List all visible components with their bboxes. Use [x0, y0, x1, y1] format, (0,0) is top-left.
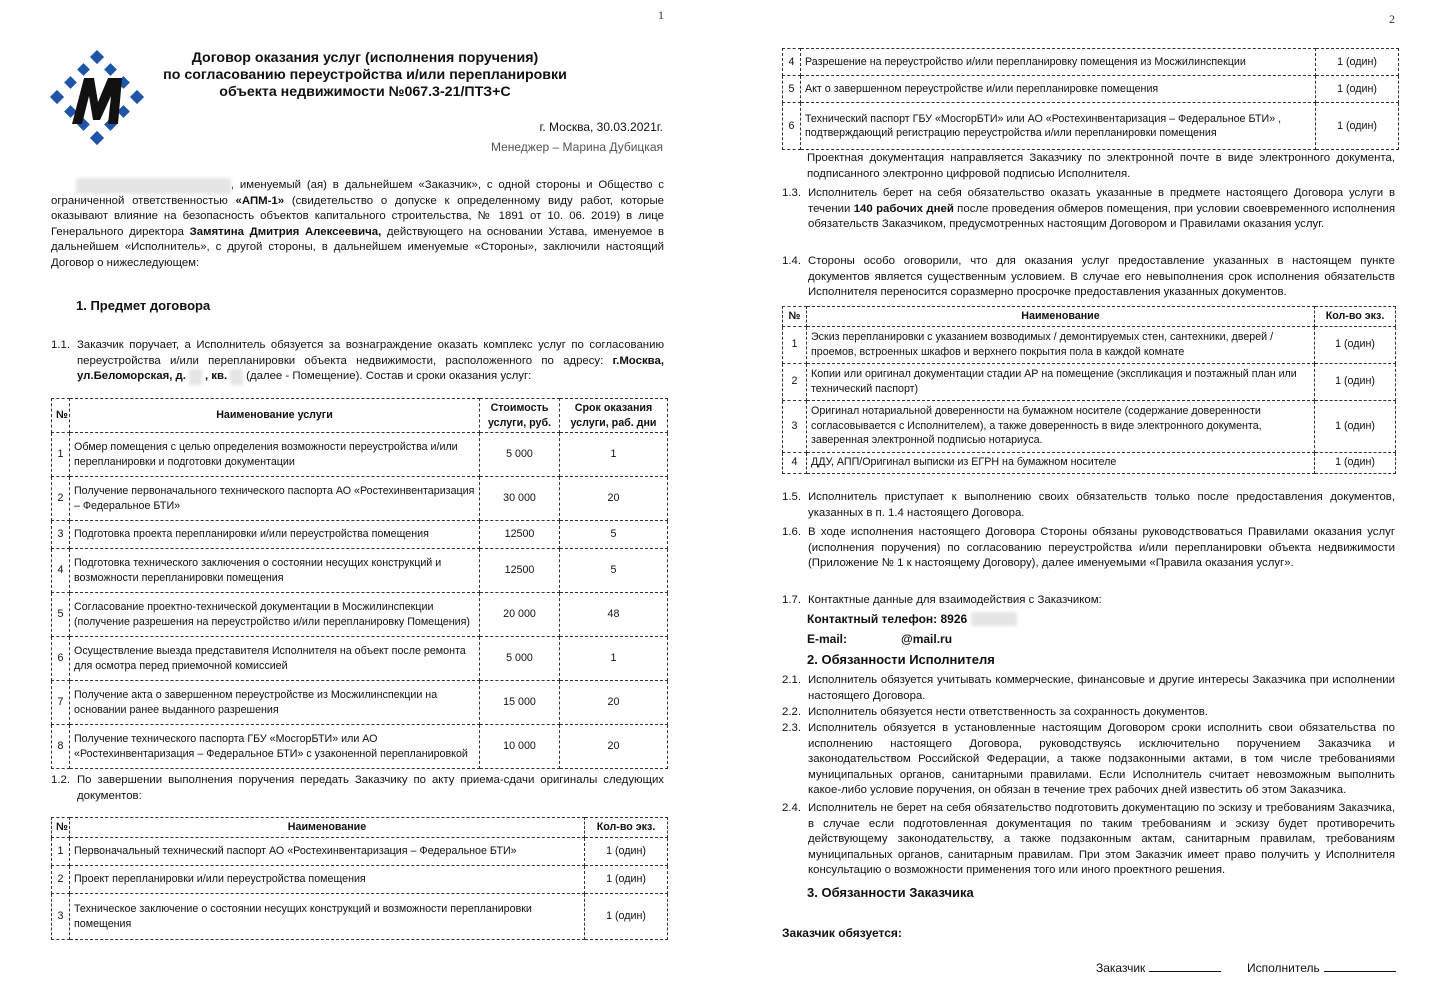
table-cell: 8	[52, 725, 70, 769]
contract-page-1	[0, 0, 719, 1000]
clause-1-5: 1.5. Исполнитель приступает к выполнению своих обязательств только после предоставления документов, указанных в п. 1.4 настоящего Договора.	[782, 491, 1395, 519]
table-cell: Техническое заключение о состоянии несущих конструкций и возможности перепланировки помещения	[70, 894, 585, 940]
table-cell: 1	[783, 326, 807, 363]
table-cell: Получение акта о завершенном переустройстве из Мосжилинспекции на основании ранее выданного разрешения	[70, 681, 480, 725]
table-cell: 5	[783, 76, 801, 103]
col-header-qty: Кол-во экз.	[1315, 307, 1396, 327]
table-row	[783, 326, 1396, 363]
table-cell: Получение технического паспорта ГБУ «МосгорБТИ» или АО «Ростехинвентаризация – Федеральное БТИ» с узаконенной перепланировкой	[70, 725, 480, 769]
table-cell: 1 (один)	[1315, 326, 1396, 363]
table-cell: 1 (один)	[585, 866, 668, 894]
table-row	[783, 363, 1396, 400]
table-cell: 20	[560, 725, 668, 769]
table-cell: 1 (один)	[1316, 76, 1399, 103]
table-cell: ДДУ, АПП/Оригинал выписки из ЕГРН на бумажном носителе	[807, 452, 1315, 473]
table-row	[52, 593, 668, 637]
clause-1-1: 1.1. Заказчик поручает, а Исполнитель обязуется за вознаграждение оказать комплекс услуг по согласованию переустройства и/или перепланировки объекта недвижимости, расположенного по адресу: г.Москва, ул.Беломорская, д. , кв. (далее - Помещение). Состав и сроки оказания услуг:	[51, 338, 664, 388]
col-header-num: №	[52, 818, 70, 838]
col-header-term: Срок оказания услуги, раб. дни	[560, 399, 668, 433]
contract-title	[150, 50, 580, 101]
table-cell: Копии или оригинал документации стадии АР на помещение (экспликация и поэтажный план или технический паспорт)	[807, 363, 1315, 400]
table-cell: Подготовка технического заключения о состоянии несущих конструкций и возможности перепланировки помещения	[70, 549, 480, 593]
table-cell: 1	[52, 838, 70, 866]
table-row	[783, 400, 1396, 452]
signature-executor: Исполнитель	[1247, 961, 1396, 975]
table-cell: 12500	[480, 521, 560, 549]
table-cell: Технический паспорт ГБУ «МосгорБТИ» или АО «Ростехинвентаризация – Федеральное БТИ» , подтверждающий регистрацию переустройства и/или перепланировки помещения	[801, 103, 1316, 150]
table-cell: 5	[560, 521, 668, 549]
table-cell: 20	[560, 477, 668, 521]
table-cell: 10 000	[480, 725, 560, 769]
table-cell: 3	[52, 894, 70, 940]
redacted-client-name	[76, 178, 231, 194]
preamble-paragraph: , именуемый (ая) в дальнейшем «Заказчик», с одной стороны и Общество с ограниченной ответственностью «АПМ-1» (свидетельство о допуске к определенному виду работ, которые оказывают влияние на безопасность объектов капитального строительства, № 1891 от 10. 06. 2019) в лице Генерального директора Замятина Дмитрия Алексеевича, действующего на основании Устава, именуемое в дальнейшем «Исполнитель», с другой стороны, в дальнейшем именуемые «Стороны», заключили настоящий Договор о нижеследующем:	[51, 179, 665, 269]
table-cell: Первоначальный технический паспорт АО «Ростехинвентаризация – Федеральное БТИ»	[70, 838, 585, 866]
signature-line-client	[1149, 971, 1221, 972]
table-cell: 5	[52, 593, 70, 637]
col-header-name: Наименование	[807, 307, 1315, 327]
table-cell: 12500	[480, 549, 560, 593]
table-cell: 1 (один)	[1315, 363, 1396, 400]
redacted-apartment	[230, 369, 243, 385]
city-date: г. Москва, 30.03.2021г.	[539, 120, 663, 134]
table-cell: 2	[52, 477, 70, 521]
table-row	[783, 103, 1399, 150]
clause-1-4: 1.4. Стороны особо оговорили, что для оказания услуг предоставление указанных в настоящем пункте документов является существенным условием. В случае его невыполнения срок исполнения обязательств Исполнителя переносится соразмерно просрочке предоставления указанных документов.	[782, 255, 1395, 299]
table-cell: Оригинал нотариальной доверенности на бумажном носителе (содержание доверенности согласовывается с Исполнителем), а также доверенность в виде электронного документа, заверенная электронной подписью нотариуса.	[807, 400, 1315, 452]
table-row	[783, 452, 1396, 473]
clause-2-3: 2.3. Исполнитель обязуется в установленные настоящим Договором сроки исполнить свои обязательства по исполнению настоящего Договора, руководствуясь исключительно поручением Заказчика и законодательством Российской Федерации, а также подзаконными актами, в том числе требованиями муниципальных органов, санитарными правилами. Если Исполнитель считает невозможным выполнить какое-либо условие поручения, он обязан в течение трех рабочих дней известить об этом Заказчика.	[782, 722, 1395, 797]
contact-phone: Контактный телефон: 8926	[807, 612, 1017, 626]
table-row	[52, 477, 668, 521]
table-cell: 1 (один)	[1316, 103, 1399, 150]
table-cell: Обмер помещения с целью определения возможности переустройства и/или перепланировки и подготовки документации	[70, 433, 480, 477]
table-row	[52, 433, 668, 477]
table-cell: 2	[52, 866, 70, 894]
title-line-1: Договор оказания услуг (исполнения поручения)	[191, 50, 539, 66]
col-header-num: №	[783, 307, 807, 327]
table-row	[52, 681, 668, 725]
table-cell: 1 (один)	[585, 838, 668, 866]
signature-client: Заказчик	[1096, 961, 1221, 975]
table-row	[783, 76, 1399, 103]
result-documents-table-continued	[782, 48, 1399, 150]
table-row	[52, 521, 668, 549]
table-row	[52, 894, 668, 940]
section-1-heading: 1. Предмет договора	[76, 298, 211, 313]
table-cell: 5	[560, 549, 668, 593]
table-row	[52, 637, 668, 681]
col-header-num: №	[52, 399, 70, 433]
contact-email: E-mail: @mail.ru	[807, 632, 953, 646]
table-cell: 20	[560, 681, 668, 725]
redacted-house	[189, 369, 202, 385]
client-obliges: Заказчик обязуется:	[782, 926, 902, 940]
table-row	[52, 549, 668, 593]
table-cell: Подготовка проекта перепланировки и/или переустройства помещения	[70, 521, 480, 549]
client-documents-table	[782, 306, 1396, 474]
table-cell: 15 000	[480, 681, 560, 725]
project-doc-note: Проектная документация направляется Заказчику по электронной почте в виде электронного документа, подписанного электронно цифровой подписью Исполнителя.	[807, 152, 1395, 180]
table-row	[52, 838, 668, 866]
title-line-3: объекта недвижимости №067.3-21/ПТЗ+С	[219, 84, 511, 100]
table-cell: Эскиз перепланировки с указанием возводимых / демонтируемых стен, сантехники, дверей / проемов, встроенных шкафов и верхнего покрытия пола в каждой комнате	[807, 326, 1315, 363]
table-cell: 1	[560, 637, 668, 681]
table-row	[52, 866, 668, 894]
col-header-name: Наименование	[70, 818, 585, 838]
table-row	[52, 725, 668, 769]
table-cell: 1 (один)	[1316, 49, 1399, 76]
table-cell: 4	[52, 549, 70, 593]
table-cell: 7	[52, 681, 70, 725]
table-cell: Получение первоначального технического паспорта АО «Ростехинвентаризация – Федеральное БТИ»	[70, 477, 480, 521]
page-number: 1	[658, 8, 664, 22]
section-2-heading: 2. Обязанности Исполнителя	[807, 652, 995, 667]
table-cell: 6	[52, 637, 70, 681]
clause-1-3: 1.3. Исполнитель берет на себя обязательство оказать указанные в предмете настоящего Договора услуги в течении 140 рабочих дней после проведения обмеров помещения, при условии своевременного исполнения обязательств Заказчиком, предусмотренных настоящим Договором и Правилами оказания услуг.	[782, 187, 1395, 231]
services-table	[51, 398, 668, 769]
page-number: 2	[1389, 12, 1395, 26]
table-cell: 1 (один)	[585, 894, 668, 940]
table-cell: Согласование проектно-технической документации в Мосжилинспекции (получение разрешения на переустройство и/или перепланировку Помещения)	[70, 593, 480, 637]
title-line-2: по согласованию переустройства и/или перепланировки	[163, 67, 567, 83]
result-documents-table	[51, 817, 668, 940]
table-cell: 3	[52, 521, 70, 549]
clause-1-6: 1.6. В ходе исполнения настоящего Договора Стороны обязаны руководствоваться Правилами оказания услуг (исполнения поручения) по согласованию переустройства и/или перепланировки объекта недвижимости (Приложение № 1 к настоящему Договору), далее именуемыми «Правила оказания услуг».	[782, 526, 1395, 570]
col-header-service: Наименование услуги	[70, 399, 480, 433]
col-header-qty: Кол-во экз.	[585, 818, 668, 838]
table-cell: 1	[52, 433, 70, 477]
clause-1-2: 1.2. По завершении выполнения поручения передать Заказчику по акту приема-сдачи оригиналы следующих документов:	[51, 774, 664, 802]
manager-name: Менеджер – Марина Дубицкая	[490, 140, 663, 154]
table-cell: 1 (один)	[1315, 400, 1396, 452]
section-3-heading: 3. Обязанности Заказчика	[807, 885, 974, 900]
contract-page-2: 2 4 Разрешение на переустройство и/или перепланировку помещения из Мосжилинспекции 1 (один) 5 Акт о завершенном переустройстве и/или перепланировке помещения 1 (один) 6 Технический паспорт ГБУ «МосгорБТИ» или АО «Ростехинвентаризация – Федеральное БТИ» , подтверждающий регистрацию переустройства и/или перепланировки помещения 1 (один) Проектная документация направляется Заказчику по электронной почте в виде электронного документа, подписанного электронно цифровой подписью Исполнителя. 1.3. Исполнитель берет на себя обязательство оказать указанные в предмете настоящего Договора услуги в течении 140 рабочих дней после проведения обмеров помещения, при условии своевременного исполнения обязательств Заказчиком, предусмотренных настоящим Договором и Правилами оказания услуг. 1.4. Стороны особо оговорили, что для оказания услуг предоставление указанных в настоящем пункте документов является существенным условием. В случае его невыполнения срок исполнения обязательств Исполнителя переносится соразмерно просрочке предоставления указанных документов. № Наименование Кол-во экз. 1 Эскиз перепланировки с указанием возводимых / демонтируемых стен, сантехники, дверей / проемов, встроенных шкафов и верхнего покрытия пола в каждой комнате 1 (один) 2 Копии или оригинал документации стадии АР на помещение (экспликация и поэтажный план или технический паспорт) 1 (один) 3 Оригинал нотариальной доверенности на бумажном носителе (содержание доверенности согласовывается с Исполнителем), а также доверенность в виде электронного документа, заверенная электронной подписью нотариуса. 1 (один) 4 ДДУ, АПП/Оригинал выписки из ЕГРН на бумажном носителе 1 (один) 1.5. Исполнитель приступает к выполнению своих обязательств только после предоставления документов, указанных в п. 1.4 настоящего Договора. 1.6. В ходе исполнения настоящего Договора Стороны обязаны руководствоваться Правилами оказания услуг (исполнения поручения) по согласованию переустройства и/или перепланировки объекта недвижимости (Приложение № 1 к настоящему Договору), далее именуемыми «Правила оказания услуг». 1.7. Контактные данные для взаимодействия с Заказчиком: Контактный телефон: 8926 E-mail: @mail.ru 2. Обязанности Исполнителя 2.1. Исполнитель обязуется учитывать коммерческие, финансовые и другие интересы Заказчика при исполнении настоящего Договора. 2.2. Исполнитель обязуется нести ответственность за сохранность документов. 2.3. Исполнитель обязуется в установленные настоящим Договором сроки исполнить свои обязательства по исполнению настоящего Договора, руководствуясь исключительно поручением Заказчика и законодательством Российской Федерации, а также подзаконными актами, в том числе требованиями муниципальных органов, санитарными правилами. Если Исполнитель считает невозможным выполнить какое-либо условие поручения, он обязан в течение трех рабочих дней известить об этом Заказчика. 2.4. Исполнитель не берет на себя обязательство подготовить документацию по эскизу и требованиям Заказчика, в случае если подготовленная документация по таким требованиям и эскизу будет противоречить действующему законодательству, а также подзаконным актам, санитарным правилам, требованиям муниципальных органов, санитарным правилам. При этом Заказчик имеет право получить у Исполнителя консультацию о возможности применения того или иного проектного решения. 3. Обязанности Заказчика Заказчик обязуется: Заказчик Исполнитель	[720, 0, 1439, 1000]
table-cell: 2	[783, 363, 807, 400]
table-cell: 3	[783, 400, 807, 452]
clause-2-4: 2.4. Исполнитель не берет на себя обязательство подготовить документацию по эскизу и требованиям Заказчика, в случае если подготовленная документация по таким требованиям и эскизу будет противоречить действующему законодательству, а также подзаконным актам, санитарным правилам, требованиям муниципальных органов, санитарным правилам. При этом Заказчик имеет право получить у Исполнителя консультацию о возможности применения того или иного проектного решения.	[782, 802, 1395, 877]
table-cell: 5 000	[480, 637, 560, 681]
company-logo	[48, 50, 146, 146]
table-cell: Разрешение на переустройство и/или перепланировку помещения из Мосжилинспекции	[801, 49, 1316, 76]
table-cell: 4	[783, 49, 801, 76]
table-cell: 20 000	[480, 593, 560, 637]
clause-2-1: 2.1. Исполнитель обязуется учитывать коммерческие, финансовые и другие интересы Заказчика при исполнении настоящего Договора.	[782, 674, 1395, 702]
table-row	[783, 49, 1399, 76]
table-cell: 5 000	[480, 433, 560, 477]
table-cell: 30 000	[480, 477, 560, 521]
col-header-cost: Стоимость услуги, руб.	[480, 399, 560, 433]
signature-line-executor	[1324, 971, 1396, 972]
redacted-phone	[971, 612, 1018, 626]
table-cell: Осуществление выезда представителя Исполнителя на объект после ремонта для осмотра перед приемочной комиссией	[70, 637, 480, 681]
table-cell: 1	[560, 433, 668, 477]
table-cell: 6	[783, 103, 801, 150]
table-cell: Проект перепланировки и/или переустройства помещения	[70, 866, 585, 894]
table-cell: 1 (один)	[1315, 452, 1396, 473]
table-cell: 4	[783, 452, 807, 473]
table-cell: Акт о завершенном переустройстве и/или перепланировке помещения	[801, 76, 1316, 103]
table-cell: 48	[560, 593, 668, 637]
